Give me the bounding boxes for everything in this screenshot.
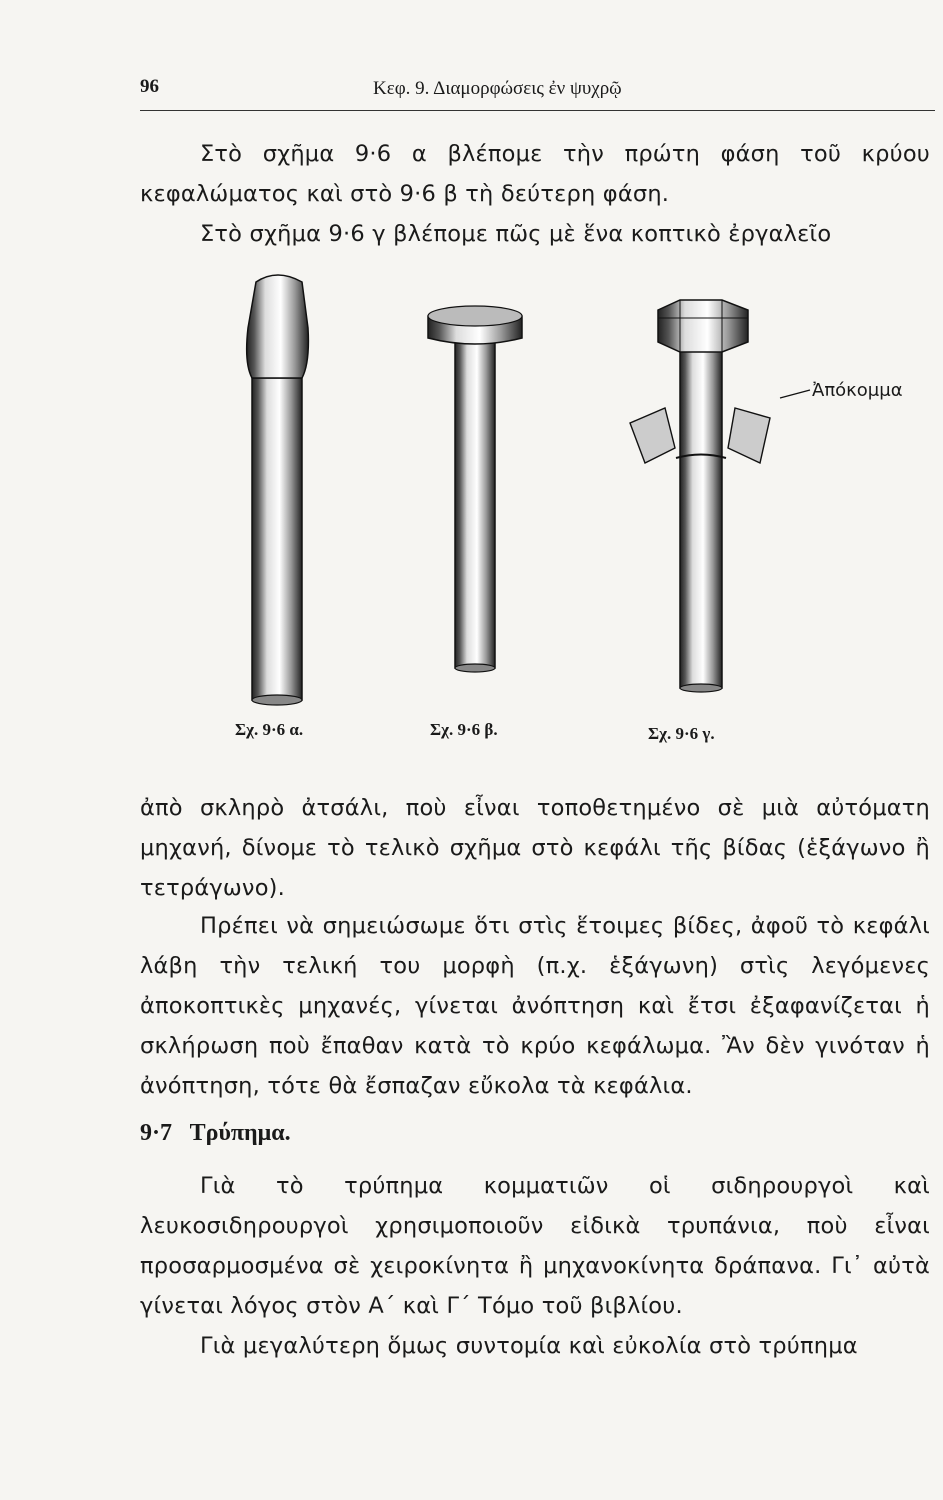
section-title: Τρύπημα. [189, 1120, 291, 1146]
figure-drawing [160, 258, 940, 768]
paragraph-5: Γιὰ τὸ τρύπημα κομματιῶν οἱ σιδηρουργοὶ καὶ λευκοσιδηρουργοὶ χρησιμοποιοῦν εἰδικὰ τρυπάνια, ποὺ εἶναι προσαρμοσμένα σὲ χειροκίνητα ἢ μηχανοκίνητα δράπανα. Γι᾽ αὐτὰ γίνεται λόγος στὸν Α΄ καὶ Γ΄ Τόμο τοῦ βιβλίου. [140, 1173, 930, 1319]
figure-9-6 [160, 258, 940, 768]
paragraph-4: Πρέπει νὰ σημειώσωμε ὅτι στὶς ἕτοιμες βίδες, ἀφοῦ τὸ κεφάλι λάβη τὴν τελική του μορφὴ (π.χ. ἑξάγωνη) στὶς λεγόμενες ἀποκοπτικὲς μηχανές, γίνεται ἀνόπτηση καὶ ἔτσι ἐξαφανίζεται ἡ σκλήρωση ποὺ ἔπαθαν κατὰ τὸ κρύο κεφάλωμα. Ἂν δὲν γινόταν ἡ ἀνόπτηση, τότε θὰ ἔσπαζαν εὔκολα τὰ κεφάλια. [140, 913, 930, 1099]
paragraph-3: ἀπὸ σκληρὸ ἀτσάλι, ποὺ εἶναι τοποθετημένο σὲ μιὰ αὐτόματη μηχανή, δίνομε τὸ τελικὸ σχῆμα στὸ κεφάλι τῆς βίδας (ἑξάγωνο ἢ τετράγωνο). [140, 795, 930, 901]
caption-9-6-a: Σχ. 9·6 α. [235, 720, 304, 739]
section-heading [140, 1120, 291, 1147]
caption-9-6-c: Σχ. 9·6 γ. [648, 724, 715, 743]
paragraph-6: Γιὰ μεγαλύτερη ὅμως συντομία καὶ εὐκολία στὸ τρύπημα [200, 1333, 858, 1359]
figure-label-apokomma: Ἀπόκομμα [812, 380, 903, 401]
bolt-c-drawing [630, 300, 810, 692]
paragraph-2: Στὸ σχῆμα 9·6 γ βλέπομε πῶς μὲ ἕνα κοπτικὸ ἐργαλεῖο [200, 221, 832, 247]
caption-9-6-b: Σχ. 9·6 β. [430, 720, 498, 739]
bolt-a-drawing [247, 275, 309, 705]
paragraph-1: Στὸ σχῆμα 9·6 α βλέπομε τὴν πρώτη φάση τοῦ κρύου κεφαλώματος καὶ στὸ 9·6 β τὴ δεύτερη φάση. [140, 141, 930, 207]
running-head: Κεφ. 9. Διαμορφώσεις ἐν ψυχρῷ [373, 78, 622, 99]
page-number: 96 [140, 76, 159, 97]
bolt-b-drawing [428, 306, 522, 672]
header-rule [140, 110, 935, 111]
section-number: 9·7 [140, 1120, 173, 1146]
